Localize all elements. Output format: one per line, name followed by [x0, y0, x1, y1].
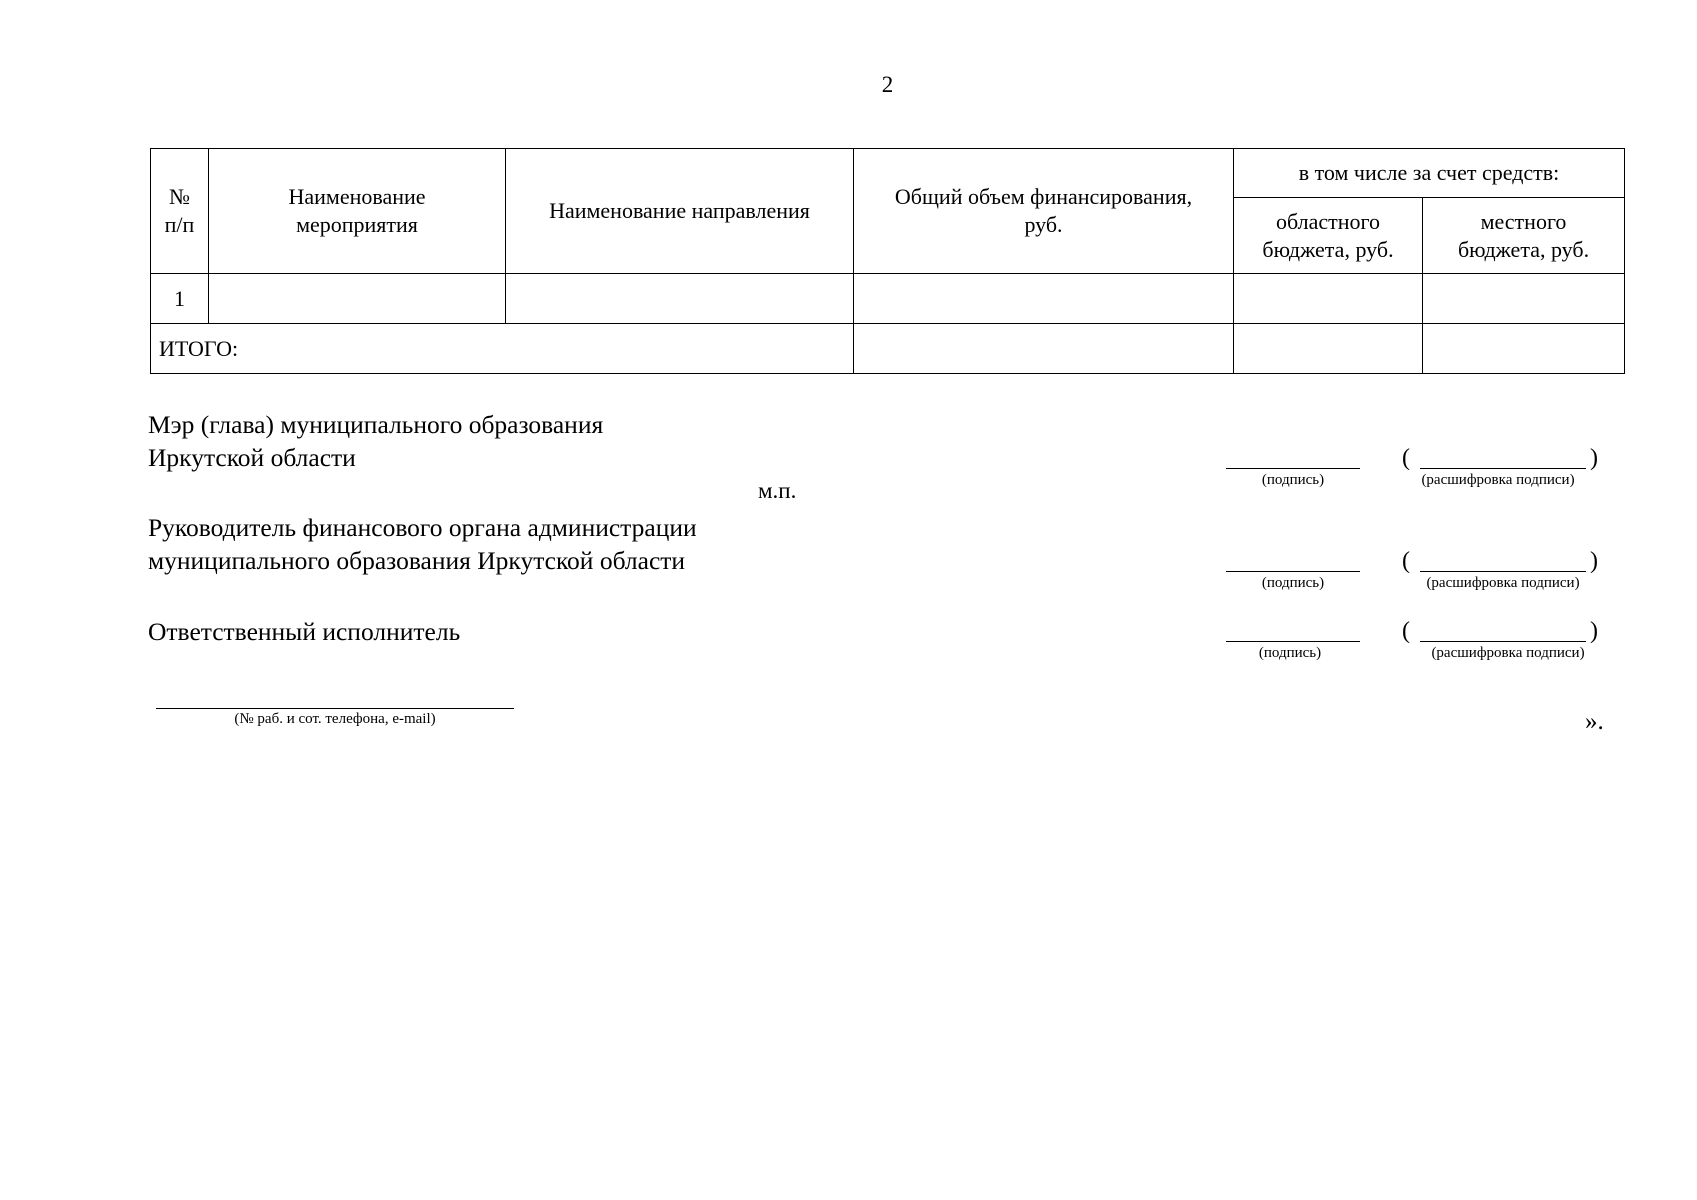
finance-head-title-line1: Руководитель финансового органа администрации	[148, 513, 697, 542]
decoding-caption: (расшифровка подписи)	[1431, 645, 1585, 661]
header-num-line1: №	[169, 184, 190, 209]
cell-direction	[506, 274, 854, 324]
financing-table	[150, 148, 1625, 374]
header-regional-line1: областного	[1275, 208, 1381, 234]
total-regional	[1234, 324, 1423, 374]
paren-open: (	[1402, 618, 1410, 644]
header-funding-group: в том числе за счет средств:	[1234, 149, 1625, 198]
total-label: ИТОГО:	[151, 324, 854, 374]
paren-close: )	[1590, 618, 1598, 644]
page-number: 2	[881, 72, 894, 97]
header-regional	[1234, 198, 1423, 274]
decoding-line	[1420, 571, 1586, 572]
total-local	[1423, 324, 1625, 374]
header-local-line1: местного	[1480, 208, 1567, 234]
closing-quote: ».	[1585, 708, 1604, 735]
mayor-title-line2: Иркутской области	[148, 443, 356, 472]
total-sum	[854, 324, 1234, 374]
cell-local	[1423, 274, 1625, 324]
header-regional-line2: бюджета, руб.	[1262, 236, 1394, 262]
decoding-line	[1420, 641, 1586, 642]
paren-open: (	[1402, 548, 1410, 574]
decoding-caption: (расшифровка подписи)	[1426, 575, 1580, 591]
header-local-line2: бюджета, руб.	[1457, 236, 1590, 262]
signature-caption: (подпись)	[1261, 575, 1325, 591]
paren-close: )	[1590, 548, 1598, 574]
signature-caption: (подпись)	[1258, 645, 1322, 661]
cell-num: 1	[151, 274, 209, 324]
contact-line	[156, 708, 514, 709]
header-total-line2: руб.	[1024, 212, 1063, 237]
total-row	[151, 324, 1625, 374]
cell-total	[854, 274, 1234, 324]
cell-regional	[1234, 274, 1423, 324]
header-event-line2: мероприятия	[296, 212, 418, 237]
decoding-line	[1420, 468, 1586, 469]
header-local	[1423, 198, 1625, 274]
header-num-line2: п/п	[164, 212, 195, 237]
executor-title: Ответственный исполнитель	[148, 617, 461, 646]
table-row	[151, 274, 1625, 324]
signature-caption: (подпись)	[1261, 472, 1325, 488]
mayor-title-line1: Мэр (глава) муниципального образования	[148, 410, 604, 439]
header-event	[209, 149, 506, 274]
header-direction: Наименование направления	[506, 149, 854, 274]
contact-caption: (№ раб. и сот. телефона, e-mail)	[234, 711, 436, 727]
header-total	[854, 149, 1234, 274]
header-total-line1: Общий объем финансирования,	[894, 184, 1193, 209]
signature-line	[1226, 571, 1360, 572]
signature-line	[1226, 641, 1360, 642]
signature-line	[1226, 468, 1360, 469]
header-event-line1: Наименование	[288, 184, 426, 209]
paren-close: )	[1590, 445, 1598, 471]
decoding-caption: (расшифровка подписи)	[1421, 472, 1575, 488]
header-num	[151, 149, 209, 274]
cell-event	[209, 274, 506, 324]
finance-head-title-line2: муниципального образования Иркутской области	[148, 546, 686, 575]
stamp-mark: м.п.	[758, 478, 797, 503]
paren-open: (	[1402, 445, 1410, 471]
